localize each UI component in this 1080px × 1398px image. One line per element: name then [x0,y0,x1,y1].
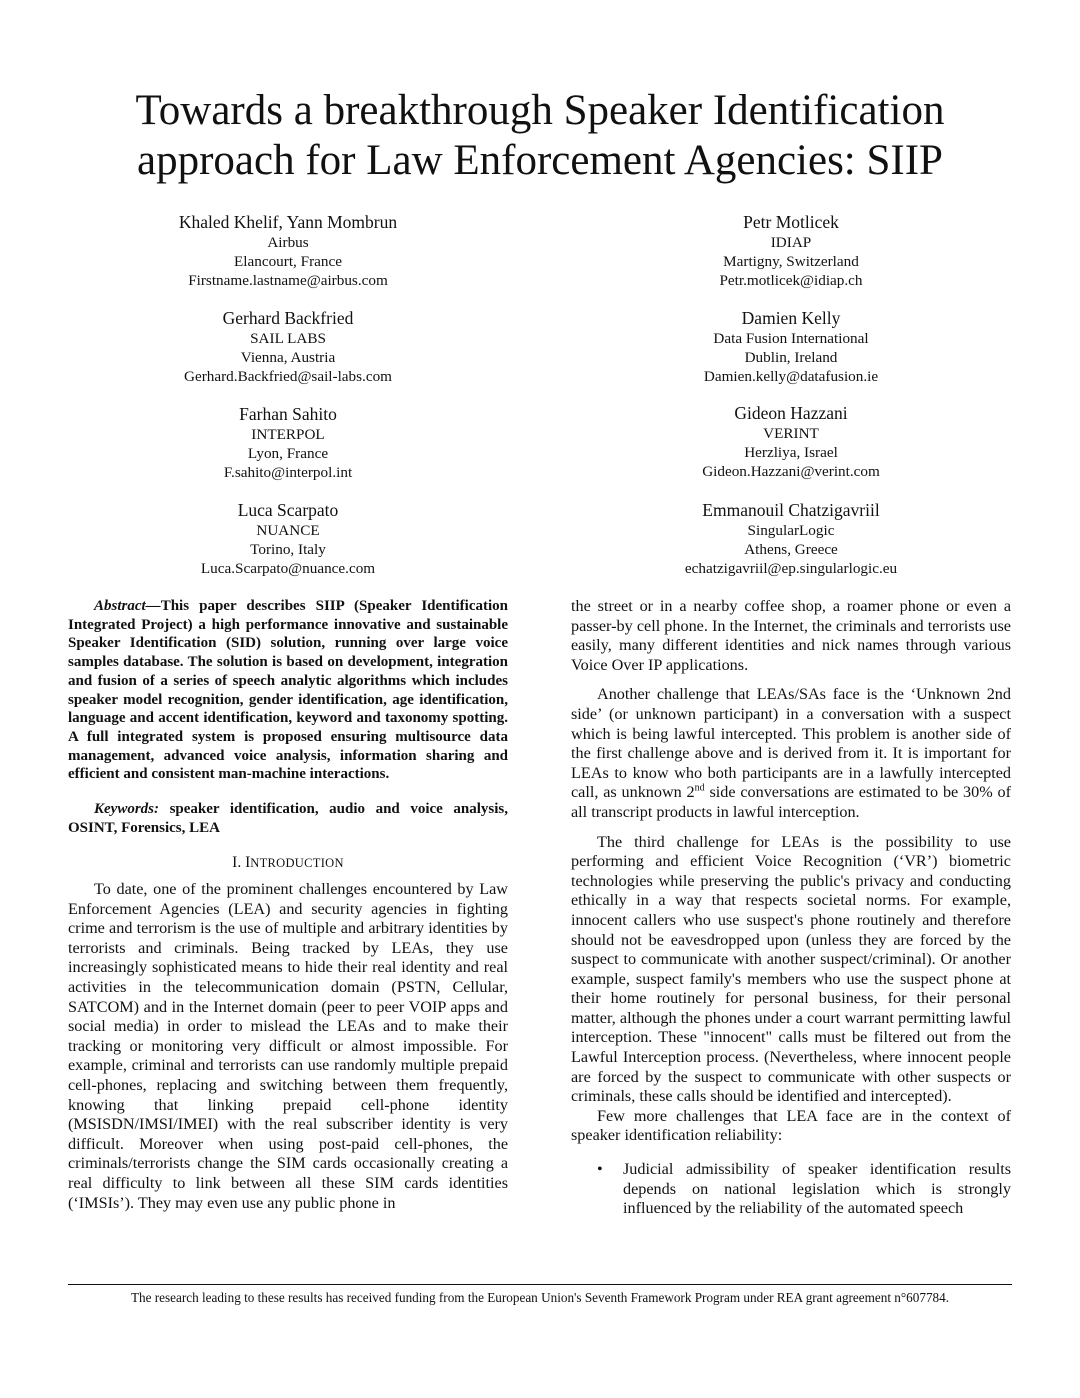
intro-paragraph: To date, one of the prominent challenges encountered by Law Enforcement Agencies (LEA) and security agencies in fighting crime and terrorism is the use of multiple and arbitrary identities by terrorists and criminals. Being tracked by LEAs, they use increasingly sophisticated means to hide their real identity and real activities in the telecommunication domain (PSTN, Cellular, SATCOM) and in the Internet domain (peer to peer VOIP apps and social media) in order to mislead the LEAs and to make their tracking or monitoring very difficult or almost impossible. For example, criminal and terrorists can use randomly multiple prepaid cell-phones, replacing and switching between them frequently, knowing that linking prepaid cell-phone identity (MSISDN/IMSI/IMEI) with the real subscriber identity is very difficult. Moreover when using post-paid cell-phones, the criminals/terrorists change the SIM cards occasionally creating a real difficulty to link between all these SIM cards identities (‘IMSIs’). They may even use any public phone in [68,880,508,1212]
section-title-initial: I [245,854,251,872]
author-block [571,500,1011,578]
author-org: SingularLogic [747,522,835,539]
title-line-2: approach for Law Enforcement Agencies: SIIP [137,137,943,184]
paragraph-third-challenge: The third challenge for LEAs is the possibility to use performing and efficient Voice Recognition (‘VR’) biometric technologies while preserving the public's privacy and conducting ethically in a way that respects societal norms. For example, innocent callers who use suspect's phone routinely and therefore should not be eavesdropped upon (unless they are forced by the suspect to communicate with another suspect/criminal). Or another example, suspect family's members who use the suspect phone at their home routinely for personal business, for their personal matter, although the phones under a court warrant permitting lawful interception. These "innocent" calls must be filtered out from the Lawful Interception process. (Nevertheless, where innocent people are forced by the suspect to communicate with other suspects or criminals, these calls should be identified and intercepted). [571,832,1011,1106]
author-email: echatzigavriil@ep.singularlogic.eu [684,560,898,577]
section-title-rest: NTRODUCTION [250,856,344,871]
keywords-lead: Keywords: [94,801,159,818]
paragraph-few-more-challenges: Few more challenges that LEA face are in the context of speaker identification reliability: [571,1106,1011,1145]
author-block [68,308,508,386]
author-email: Gerhard.Backfried@sail-labs.com [184,368,392,385]
author-location: Dublin, Ireland [744,349,838,366]
author-block [571,212,1011,290]
author-location: Martigny, Switzerland [723,253,859,270]
author-name: Khaled Khelif, Yann Mombrun [178,212,398,232]
keywords-text: speaker identification, audio and voice analysis, OSINT, Forensics, LEA [68,801,508,836]
author-location: Elancourt, France [234,253,342,270]
author-org: Data Fusion International [713,330,869,347]
superscript-nd: nd [694,782,705,794]
title-line-1: Towards a breakthrough Speaker Identification [135,87,945,134]
author-block [68,404,508,482]
author-block [571,308,1011,386]
left-column [68,597,508,1213]
author-org: VERINT [763,425,819,442]
author-location: Herzliya, Israel [744,444,838,461]
section-heading-introduction [68,853,508,874]
abstract [68,597,508,784]
author-block [571,403,1011,481]
author-block [68,500,508,578]
right-column [571,597,1011,1219]
author-location: Torino, Italy [250,541,326,558]
author-email: Luca.Scarpato@nuance.com [200,560,376,577]
abstract-lead: Abstract— [94,598,161,614]
author-name: Petr Motlicek [743,212,839,232]
author-block [68,212,508,290]
author-location: Vienna, Austria [240,349,336,366]
abstract-text: This paper describes SIIP (Speaker Identification Integrated Project) a high performance innovative and sustainable Speaker Identification (SID) solution, running over large voice samples database. The solution is based on development, integration and fusion of a series of speech analytic algorithms which includes speaker model recognition, gender identification, age identification, language and accent identification, keyword and taxonomy spotting. A full integrated system is proposed ensuring multisource data management, advanced voice analysis, information sharing and efficient and consistent man-machine interactions. [68,598,508,783]
author-name: Emmanouil Chatzigavriil [702,500,880,520]
author-location: Athens, Greece [744,541,838,558]
author-org: SAIL LABS [250,330,326,347]
paragraph-unknown-second-side [571,685,1011,822]
author-email: Gideon.Hazzani@verint.com [702,463,880,480]
footnote-rule [68,1284,1012,1285]
bullet-item [571,1160,1011,1219]
paragraph-continued: the street or in a nearby coffee shop, a roamer phone or even a passer-by cell phone. In the Internet, the criminals and terrorists use easily, many different identities and nick names through various Voice Over IP applications. [571,597,1011,674]
bullet-text: Judicial admissibility of speaker identification results depends on national legislation which is strongly influenced by the reliability of the automated speech [623,1160,1011,1218]
paragraph-text: side conversations are estimated to be 30% of all transcript products in lawful interception. [571,783,1011,821]
author-email: Damien.kelly@datafusion.ie [703,368,879,385]
author-name: Gideon Hazzani [734,403,848,423]
paragraph-text: Another challenge that LEAs/SAs face is the ‘Unknown 2nd side’ (or unknown participant) in a conversation with a suspect which is being lawful intercepted. This problem is another side of the first challenge above and is derived from it. It is important for LEAs to know who both participants are in a lawfully intercepted call, as unknown 2 [571,685,1011,802]
bullet-dot-icon: • [597,1160,603,1179]
author-name: Damien Kelly [741,308,841,328]
author-org: INTERPOL [251,426,325,443]
footnote: The research leading to these results has received funding from the European Union's Seventh Framework Program under REA grant agreement n°607784. [130,1290,950,1305]
author-org: Airbus [267,234,309,251]
author-email: Petr.motlicek@idiap.ch [719,272,863,289]
author-location: Lyon, France [247,445,329,462]
author-name: Luca Scarpato [237,500,339,520]
paper-title [0,86,1080,186]
author-org: IDIAP [770,234,812,251]
author-org: NUANCE [256,522,320,539]
author-email: Firstname.lastname@airbus.com [188,272,388,289]
keywords [68,800,508,837]
author-name: Gerhard Backfried [222,308,354,328]
section-number: I. [232,854,246,872]
author-name: Farhan Sahito [239,404,337,424]
author-email: F.sahito@interpol.int [223,464,353,481]
